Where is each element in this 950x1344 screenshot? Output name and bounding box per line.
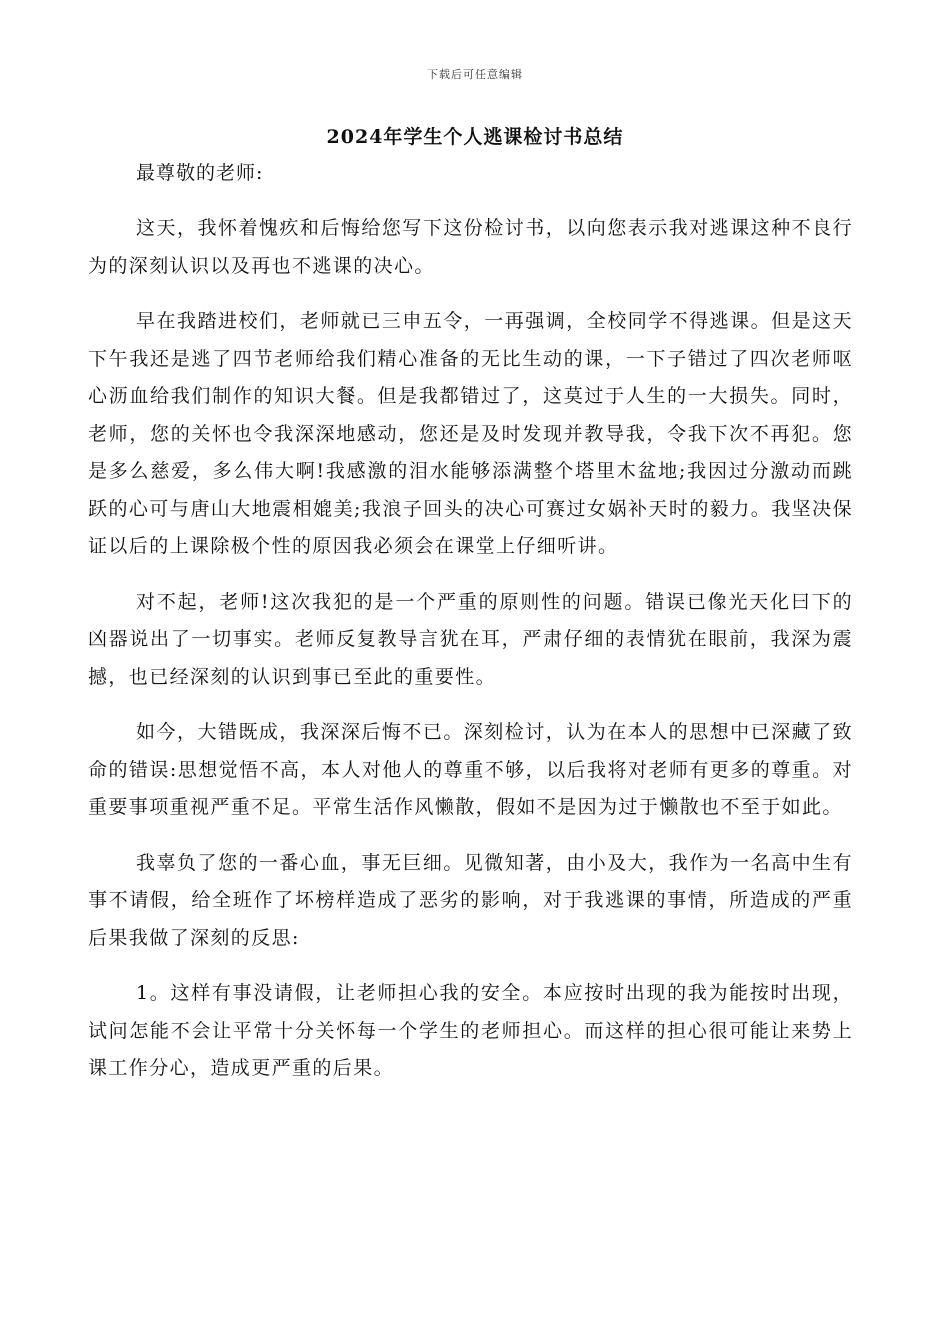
greeting: 最尊敬的老师: — [136, 162, 264, 184]
document-body — [88, 150, 853, 1088]
paragraph-5: 我辜负了您的一番心血，事无巨细。见微知著，由小及大，我作为一名高中生有事不请假，给全班作了坏榜样造成了恶劣的影响，对于我逃课的事情，所造成的严重后果我做了深刻的反思: — [88, 851, 853, 949]
paragraph-3: 对不起，老师!这次我犯的是一个严重的原则性的问题。错误已像光天化曰下的凶器说出了一切事实。老师反复教导言犹在耳，严肃仔细的表情犹在眼前，我深为震撼，也已经深刻的认识到事已至此的重要性。 — [88, 590, 853, 688]
paragraph-4: 如今，大错既成，我深深后悔不已。深刻检讨，认为在本人的思想中已深藏了致命的错误:思想觉悟不高，本人对他人的尊重不够，以后我将对老师有更多的尊重。对重要事项重视严重不足。平常生活作风懒散，假如不是因为过于懒散也不至于如此。 — [88, 721, 853, 818]
paragraph-1: 这天，我怀着愧疚和后悔给您写下这份检讨书，以向您表示我对逃课这种不良行为的深刻认识以及再也不逃课的决心。 — [88, 217, 853, 277]
document-title: 2024年学生个人逃课检讨书总结 — [326, 126, 624, 148]
paragraph-2: 早在我踏进校们，老师就已三申五令，一再强调，全校同学不得逃课。但是这天下午我还是逃了四节老师给我们精心准备的无比生动的课，一下子错过了四次老师呕心沥血给我们制作的知识大餐。但是我都错过了，这莫过于人生的一大损失。同时，老师，您的关怀也令我深深地感动，您还是及时发现并教导我，令我下次不再犯。您是多么慈爱，多么伟大啊!我感激的泪水能够添满整个塔里木盆地;我因过分激动而跳跃的心可与唐山大地震相媲美;我浪子回头的决心可赛过女娲补天时的毅力。我坚决保证以后的上课除极个性的原因我必须会在课堂上仔细听讲。 — [88, 310, 853, 557]
paragraph-6: 1。这样有事没请假，让老师担心我的安全。本应按时出现的我为能按时出现，试问怎能不会让平常十分关怀每一个学生的老师担心。而这样的担心很可能让来势上课工作分心，造成更严重的后果。 — [88, 982, 853, 1079]
header-note: 下载后可任意编辑 — [427, 68, 523, 81]
